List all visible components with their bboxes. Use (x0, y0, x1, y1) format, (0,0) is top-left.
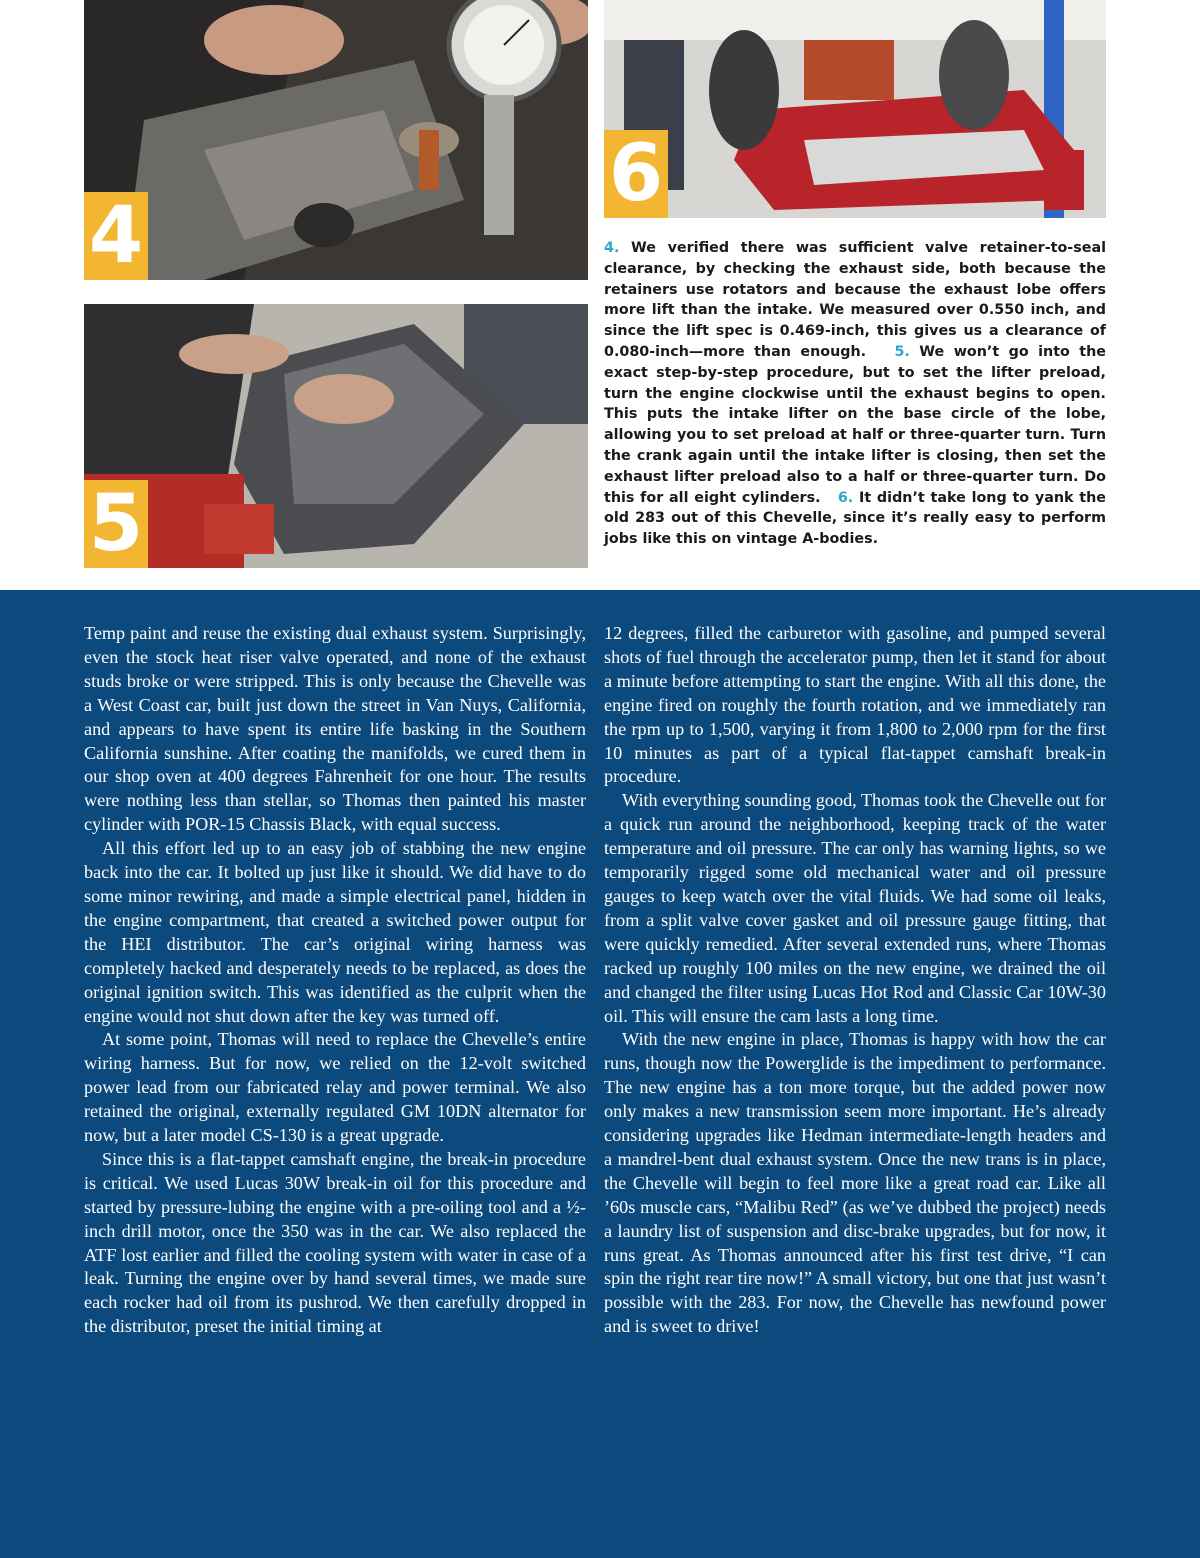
body-paragraph: With the new engine in place, Thomas is happy with how the car runs, though now the Powerglide is the impediment to performance. The new engine has a ton more torque, but the added power now only makes a new transmission seem more important. He’s already considering upgrades like Hedman intermediate-length headers and a mandrel-bent dual exhaust system. Once the new trans is in place, the Chevelle will begin to feel more like a great road car. Like all ’60s muscle cars, “Malibu Red” (as we’ve dubbed the project) needs a laundry list of suspension and disc-brake upgrades, but for now, it runs great. As Thomas announced after his first test drive, “I can spin the right rear tire now!” A small victory, but one that just wasn’t possible with the 283. For now, the Chevelle has newfound power and is sweet to drive! (604, 1029, 1106, 1337)
photo-5 (84, 304, 588, 568)
body-paragraph: Since this is a flat-tappet camshaft engine, the break-in procedure is critical. We used Lucas 30W break-in oil for this procedure and started by pressure-lubing the engine with a pre-oiling tool and a ½-inch drill motor, once the 350 was in the car. We also replaced the ATF lost earlier and filled the cooling system with water in case of a leak. Turning the engine over by hand several times, we made sure each rocker had oil from its pushrod. We then carefully dropped in the distributor, preset the initial timing at (84, 1148, 586, 1337)
body-paragraph: All this effort led up to an easy job of stabbing the new engine back into the car. It bolted up just like it should. We did have to do some minor rewiring, and made a simple electrical panel, hidden in the engine compartment, that created a switched power output for the HEI distributor. The car’s original wiring harness was completely hacked and desperately needs to be replaced, as does the original ignition switch. This was identified as the culprit when the engine would not shut down after the key was turned off. (84, 838, 586, 1026)
photo-6 (604, 0, 1106, 218)
body-paragraph: Temp paint and reuse the existing dual exhaust system. Surprisingly, even the stock heat riser valve operated, and none of the exhaust studs broke or were stripped. This is only because the Chevelle was a West Coast car, built just down the street in Van Nuys, California, and appears to have spent its entire life basking in the Southern California sunshine. After coating the manifolds, we cured them in our shop oven at 400 degrees Fahrenheit for one hour. The results were nothing less than stellar, so Thomas then painted his master cylinder with POR-15 Chassis Black, with equal success. (84, 623, 586, 835)
caption-text-6: It didn’t take long to yank the old 283 out of this Chevelle, since it’s really easy to perform jobs like this on vintage A-bodies. (604, 489, 1107, 548)
caption-text-5: We won’t go into the exact step-by-step procedure, but to set the lifter preload, turn the engine clockwise until the exhaust begins to open. This puts the intake lifter on the base circle of the lobe, allowing you to set preload at half or three-quarter turn. Turn the crank again until the intake lifter is closing, then set the exhaust lifter preload also to a half or three-quarter turn. Do this for all eight cylinders. (604, 343, 1107, 506)
body-column-right (604, 622, 1106, 1339)
caption-text-4: We verified there was sufficient valve retainer-to-seal clearance, by checking the exhaust side, both because the retainers use rotators and because the exhaust lobe offers more lift than the intake. We measured over 0.550 inch, and since the lift spec is 0.469-inch, this gives us a clearance of 0.080-inch—more than enough. (604, 240, 1106, 360)
photo-4-number: 4 (84, 192, 148, 280)
caption-number-6: 6. (837, 489, 854, 506)
caption-number-4: 4. (604, 240, 620, 256)
photo-5-number: 5 (84, 480, 148, 568)
body-paragraph: At some point, Thomas will need to replace the Chevelle’s entire wiring harness. But for now, we relied on the 12-volt switched power lead from our fabricated relay and power terminal. We also retained the original, externally regulated GM 10DN alternator for now, but a later model CS-130 is a great upgrade. (84, 1029, 586, 1146)
body-paragraph: 12 degrees, filled the carburetor with gasoline, and pumped several shots of fuel through the accelerator pump, then let it stand for about a minute before attempting to start the engine. With all this done, the engine fired on roughly the fourth rotation, and we immediately ran the rpm up to 1,500, varying it from 1,800 to 2,000 rpm for the first 10 minutes as part of a typical flat-tappet camshaft break-in procedure. (604, 623, 1106, 787)
photo-6-image (604, 0, 1106, 218)
photo-5-image (84, 304, 588, 568)
photo-4-image (84, 0, 588, 280)
photo-6-number: 6 (604, 130, 668, 218)
caption-number-5: 5. (894, 343, 910, 360)
body-column-left (84, 622, 586, 1339)
photo-caption (604, 238, 1106, 550)
photo-4 (84, 0, 588, 280)
body-paragraph: With everything sounding good, Thomas took the Chevelle out for a quick run around the neighborhood, keeping track of the water temperature and oil pressure. The car only has warning lights, so we temporarily rigged some old mechanical water and oil pressure gauges to keep watch over the vital fluids. We had some oil leaks, from a split valve cover gasket and oil pressure gauge fitting, that were quickly remedied. After several extended runs, where Thomas racked up roughly 100 miles on the new engine, we drained the oil and changed the filter using Lucas Hot Rod and Classic Car 10W-30 oil. This will ensure the cam lasts a long time. (604, 790, 1106, 1026)
